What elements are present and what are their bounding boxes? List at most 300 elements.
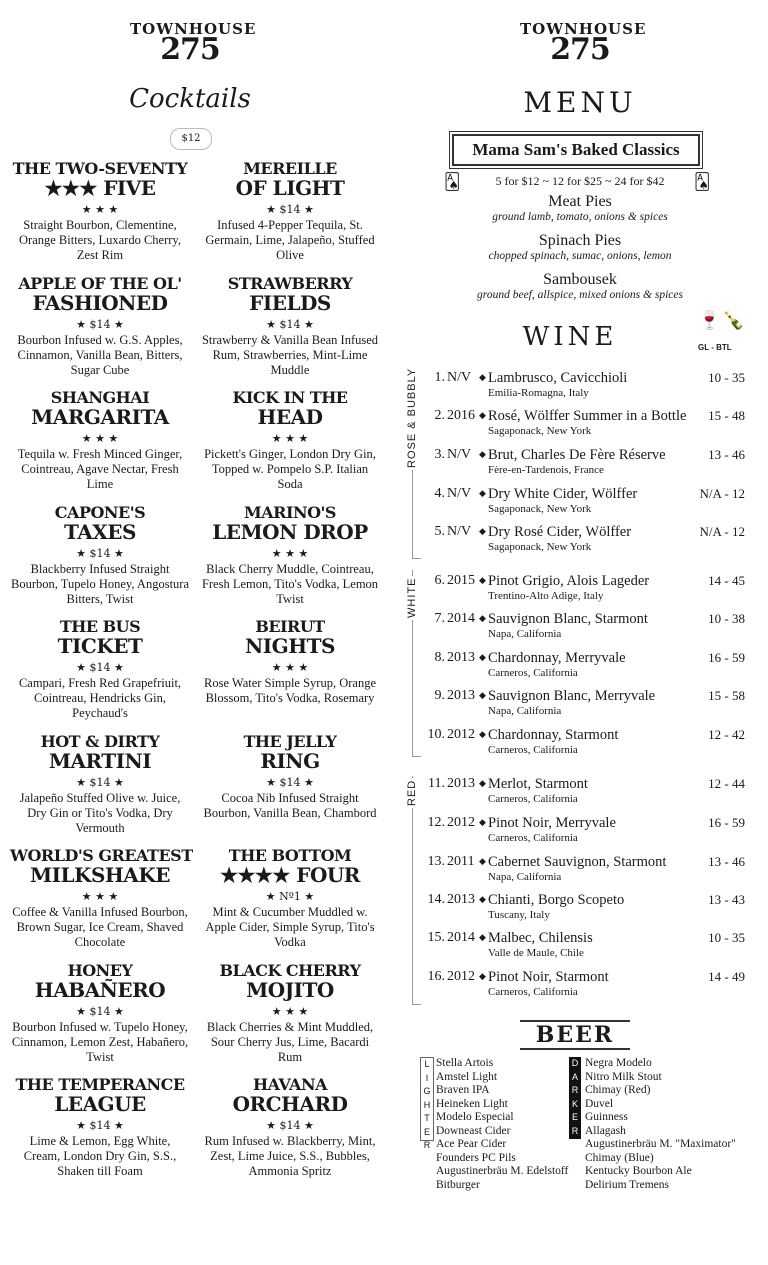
cocktail-description: Strawberry & Vanilla Bean Infused Rum, Strawberries, Mint-Lime Muddle [201,332,379,377]
wine-glass-icon: 🍷 [698,310,721,331]
wine-region: Napa, California [488,705,562,717]
wine-price: 10 - 38 [708,611,745,626]
cocktail-title: KICK IN THE [232,388,348,407]
wine-year: 2014 [447,930,475,945]
cocktail-price [200,203,380,216]
cocktail-item [200,733,380,821]
beer-item: Founders PC Pils [436,1151,516,1164]
bullet-icon: ◆ [479,691,486,701]
wine-name: Cabernet Sauvignon, Starmont [488,854,667,870]
baked-item-name: Spinach Pies [538,232,622,249]
logo-name: TOWNHOUSE [520,20,647,38]
bullet-icon: ◆ [479,450,486,460]
bullet-icon: ◆ [479,489,486,499]
cocktail-title: THE TWO-SEVENTY [12,159,188,178]
wine-row [425,776,745,812]
cocktail-title: ★★★★ FOUR [220,863,360,887]
wine-region: Emilia-Romagna, Italy [488,387,589,399]
bullet-icon: ◆ [479,373,486,383]
bullet-icon: ◆ [479,779,486,789]
darker-tag [569,1057,581,1139]
cocktail-price [10,661,190,674]
beer-item: Downeast Cider [436,1124,511,1137]
wine-row [425,930,745,966]
beer-item: Stella Artois [436,1057,494,1069]
star-icon: ★ [294,1004,309,1018]
wine-year: 2012 [447,969,475,984]
tag-letter: G [423,1086,431,1096]
beer-item: Kentucky Bourbon Ale [585,1165,692,1177]
star-icon: ★ [76,1119,90,1132]
lighter-tag [420,1057,434,1150]
wine-name: Brut, Charles De Fère Réserve [488,447,666,463]
price-value: ★ [95,432,105,445]
cocktail-description: Coffee & Vanilla Infused Bourbon, Brown Sugar, Ice Cream, Shaved Chocolate [12,905,188,949]
star-icon: ★ [104,203,119,216]
cocktail-price [200,776,380,789]
wine-number: 5. [434,524,445,539]
wine-row [425,727,745,763]
cocktail-title: MOJITO [246,977,334,1002]
cocktail-price [200,661,380,674]
bullet-icon: ◆ [479,411,486,421]
wine-price: 16 - 59 [708,650,745,665]
wine-price: 16 - 59 [708,815,745,830]
cocktail-price [200,1119,380,1132]
base-price-badge: $12 [170,128,212,150]
price-header: GL - BTL [698,343,732,352]
lighter-beer-list [436,1057,568,1192]
tag-letter: T [424,1113,430,1123]
cocktail-description: Bourbon Infused w. G.S. Apples, Cinnamon, Vanilla Bean, Bitters, Sugar Cube [17,332,183,377]
playing-cards-icon: 🂡 [694,172,711,191]
price-value: ★ [95,890,105,903]
wine-number: 7. [434,611,445,626]
cocktail-description: Rose Water Simple Syrup, Orange Blossom, Tito's Vodka, Rosemary [204,676,376,705]
beer-item: Chimay (Red) [585,1084,651,1096]
wine-row [425,408,745,444]
wine-name: Pinot Noir, Merryvale [488,815,616,831]
cocktail-price [10,1119,190,1132]
beer-item: Delirium Tremens [585,1178,670,1191]
star-icon: ★ [265,890,280,903]
star-icon: ★ [110,661,124,674]
cocktail-item [10,504,190,607]
beer-item: Augustinerbräu M. "Maximator" [585,1138,736,1150]
cocktail-price [200,1005,380,1018]
tag-letter: A [571,1071,578,1082]
wine-region: Carneros, California [488,986,578,998]
cocktail-description: Black Cherries & Mint Muddled, Sour Cherry Jus, Lime, Bacardi Rum [206,1019,374,1064]
wine-region: Valle de Maule, Chile [488,947,584,959]
cocktail-item [10,618,190,721]
wine-year: 2015 [447,573,475,588]
cocktail-item [10,389,190,492]
cocktail-title: THE BUS [59,617,141,636]
wine-number: 9. [434,688,445,703]
price-value: $14 [279,317,301,331]
cocktail-title: MILKSHAKE [30,863,170,887]
cocktail-description: Rum Infused w. Blackberry, Mint, Zest, Lime Juice, S.S., Bubbles, Ammonia Spritz [204,1134,376,1178]
cocktail-item [200,389,380,492]
wine-region: Napa, California [488,628,562,640]
cocktail-title: BLACK CHERRY [219,960,361,980]
cocktail-title: TAXES [63,519,136,544]
cocktail-title: TICKET [57,634,143,658]
cocktail-price [200,547,380,560]
wine-price: 10 - 35 [708,930,745,945]
beer-heading: BEER [520,1020,630,1050]
logo-name: TOWNHOUSE [130,20,257,38]
wine-price: N/A - 12 [699,524,745,539]
cocktail-title: MEREILLE [243,159,337,178]
cocktail-title: ORCHARD [232,1092,348,1116]
cocktail-item [200,160,380,263]
wine-number: 16. [427,969,445,984]
wine-region: Carneros, California [488,793,578,805]
wine-region: Napa, California [488,871,562,883]
cocktail-title: THE BOTTOM [228,846,352,865]
wine-name: Merlot, Starmont [488,776,588,792]
cocktail-item [200,504,380,607]
section-bracket [412,776,421,1005]
wine-row [425,573,745,609]
logo-number: 275 [550,32,610,67]
cocktail-title: THE JELLY [243,731,337,751]
wine-row [425,892,745,928]
cocktail-title: HONEY [67,960,133,980]
tag-letter: I [425,1072,429,1083]
cocktail-item [10,1076,190,1179]
cocktail-item [10,962,190,1065]
cocktail-title: MARTINI [48,748,152,773]
beer-item: Allagash [585,1124,626,1137]
wine-region: Carneros, California [488,832,578,844]
wine-price: 15 - 58 [708,688,745,703]
price-value: ★ [285,1004,295,1018]
cocktail-title: CAPONE'S [54,502,146,522]
cocktail-item [200,847,380,950]
tag-letter: H [423,1099,431,1110]
star-icon: ★ [300,775,314,789]
tag-letter: R [423,1140,431,1150]
beer-item: Ace Pear Cider [436,1138,507,1150]
cocktail-price [200,432,380,445]
wine-year: 2011 [447,854,475,869]
wine-number: 14. [427,892,445,907]
star-icon: ★ [81,432,96,445]
wine-region: Tuscany, Italy [488,909,550,921]
baked-pricing: 5 for $12 ~ 12 for $25 ~ 24 for $42 [495,174,665,188]
cocktail-title: LEMON DROP [212,519,368,544]
star-icon: ★ [76,1004,90,1018]
wine-price: 12 - 44 [708,776,745,791]
playing-cards-icon: 🂡 [444,172,461,191]
wine-price: N/A - 12 [699,486,745,501]
baked-item-description: ground lamb, tomato, onions & spices [492,211,668,223]
cocktail-description: Mint & Cucumber Muddled w. Apple Cider, Simple Syrup, Tito's Vodka [205,905,375,949]
wine-row [425,969,745,1005]
wine-name: Lambrusco, Cavicchioli [488,370,628,386]
star-icon: ★ [110,546,124,560]
tag-letter: D [571,1058,579,1068]
cocktail-title: HABAÑERO [34,977,166,1002]
wine-price: 14 - 45 [708,573,745,588]
cocktail-item [10,275,190,378]
star-icon: ★ [294,432,309,445]
cocktail-title: ★★★ FIVE [44,176,156,200]
price-value: Nº1 [279,890,301,903]
cocktail-description: Infused 4-Pepper Tequila, St. Germain, Lime, Jalapeño, Stuffed Olive [205,218,375,262]
star-icon: ★ [300,317,314,331]
cocktail-item [200,275,380,378]
baked-item-name: Sambousek [543,271,617,288]
wine-row [425,370,745,406]
star-icon: ★ [266,1119,280,1132]
wine-year: 2012 [447,815,475,830]
cocktail-title: APPLE OF THE OL' [18,273,182,293]
cocktail-item [200,1076,380,1179]
bullet-icon: ◆ [479,614,486,624]
wine-name: Sauvignon Blanc, Starmont [488,611,648,627]
cocktail-description: Straight Bourbon, Clementine, Orange Bitters, Luxardo Cherry, Zest Rim [19,218,181,262]
wine-name: Dry Rosé Cider, Wölffer [488,524,632,540]
price-value: $14 [89,546,111,560]
logo-number: 275 [160,32,220,67]
wine-price: 13 - 43 [708,892,745,907]
wine-name: Sauvignon Blanc, Merryvale [488,688,656,704]
wine-region: Sagaponack, New York [488,541,592,553]
townhouse-logo-right [520,20,647,67]
star-icon: ★ [76,317,90,331]
cocktail-title: HEAD [257,405,323,429]
wine-number: 12. [427,815,445,830]
beer-item: Modelo Especial [436,1111,514,1123]
price-value: ★ [95,203,105,216]
cocktail-title: STRAWBERRY [227,273,353,293]
wine-year: 2012 [447,727,475,742]
cocktail-description: Bourbon Infused w. Tupelo Honey, Cinnamon, Lemon Zest, Habañero, Twist [11,1019,189,1064]
star-icon: ★ [81,203,96,216]
wine-price: 10 - 35 [708,370,745,385]
wine-price: 12 - 42 [708,727,745,742]
cocktail-description: Tequila w. Fresh Minced Ginger, Cointreau, Agave Nectar, Fresh Lime [17,447,183,491]
wine-number: 4. [434,486,445,501]
star-icon: ★ [300,203,314,216]
price-value: $14 [89,775,111,789]
cocktail-title: NIGHTS [245,634,335,658]
wine-row [425,854,745,890]
price-value: $14 [279,203,301,216]
star-icon: ★ [104,890,119,903]
wine-year: 2013 [447,650,475,665]
star-icon: ★ [266,317,280,331]
star-icon: ★ [294,546,309,560]
beer-item: Chimay (Blue) [585,1151,654,1164]
cocktail-title: HOT & DIRTY [40,731,160,751]
cocktail-price [10,890,190,903]
wine-year: N/V [447,370,472,385]
price-value: $14 [89,1004,111,1018]
star-icon: ★ [81,890,96,903]
wine-heading: WINE [522,322,618,352]
wine-number: 15. [427,930,445,945]
beer-item: Augustinerbräu M. Edelstoff [436,1165,569,1177]
star-icon: ★ [271,546,286,560]
tag-letter: E [571,1112,578,1122]
wine-number: 6. [434,573,445,588]
townhouse-logo-left [130,20,257,67]
wine-row [425,524,745,560]
beer-item: Negra Modelo [585,1057,652,1069]
section-label-rose: ROSE & BUBBLY [406,367,418,468]
price-value: $14 [279,1119,301,1132]
menu-heading: MENU [523,86,637,119]
wine-price: 15 - 48 [708,408,745,423]
wine-number: 2. [434,408,445,423]
wine-year: N/V [447,524,472,539]
cocktail-item [10,160,190,263]
cocktail-description: Jalapeño Stuffed Olive w. Juice, Dry Gin or Tito's Vodka, Dry Vermouth [19,790,181,835]
price-value: $14 [89,661,111,674]
cocktail-price [200,318,380,331]
bullet-icon: ◆ [479,857,486,867]
wine-price: 13 - 46 [708,854,745,869]
star-icon: ★ [76,661,90,674]
wine-year: N/V [447,447,472,462]
wine-name: Dry White Cider, Wölffer [488,486,638,502]
cocktails-heading: Cocktails [129,84,251,114]
wine-row [425,486,745,522]
cocktail-price [10,432,190,445]
baked-classics-title: Mama Sam's Baked Classics [452,134,700,166]
baked-item-description: chopped spinach, sumac, onions, lemon [488,250,672,262]
cocktail-title: WORLD'S GREATEST [10,846,193,865]
wine-number: 11. [428,776,445,791]
wine-bottle-icon: 🍾 [722,310,745,331]
wine-year: 2013 [447,688,475,703]
cocktail-price [10,776,190,789]
beer-item: Amstel Light [436,1070,498,1083]
wine-row [425,650,745,686]
star-icon: ★ [110,317,124,331]
wine-year: 2014 [447,611,475,626]
tag-letter: K [571,1098,578,1109]
star-icon: ★ [110,775,124,789]
wine-number: 10. [427,727,445,742]
tag-letter: L [424,1059,430,1069]
wine-name: Malbec, Chilensis [488,930,593,946]
star-icon: ★ [294,661,309,674]
section-label-red: RED [406,779,418,806]
cocktail-title: FASHIONED [32,290,168,315]
cocktail-title: BEIRUT [255,617,325,636]
wine-name: Chardonnay, Merryvale [488,650,626,666]
cocktail-title: THE TEMPERANCE [15,1075,185,1094]
cocktail-title: RING [260,748,320,773]
cocktail-item [200,618,380,706]
wine-year: N/V [447,486,472,501]
price-value: $14 [89,317,111,331]
wine-row [425,815,745,851]
baked-item-name: Meat Pies [548,193,612,210]
bullet-icon: ◆ [479,972,486,982]
price-value: ★ [285,546,295,560]
beer-item: Braven IPA [436,1084,490,1096]
beer-item: Duvel [585,1097,614,1110]
cocktail-title: OF LIGHT [235,176,345,200]
price-value: $14 [89,1119,111,1132]
tag-letter: R [571,1125,579,1136]
star-icon: ★ [271,661,286,674]
star-icon: ★ [300,1119,314,1132]
price-value: ★ [285,661,295,674]
cocktail-price [10,203,190,216]
wine-region: Trentino-Alto Adige, Italy [488,590,604,602]
price-value: $14 [279,775,301,789]
cocktail-title: HAVANA [253,1075,327,1094]
wine-number: 13. [427,854,445,869]
darker-beer-list [585,1057,736,1192]
wine-region: Fère-en-Tardenois, France [488,464,604,476]
star-icon: ★ [266,775,280,789]
star-icon: ★ [76,775,90,789]
bullet-icon: ◆ [479,653,486,663]
section-label-white: WHITE [406,577,418,618]
star-icon: ★ [300,890,315,903]
bullet-icon: ◆ [479,895,486,905]
cocktail-title: MARINO'S [244,502,336,522]
wine-year: 2013 [447,892,475,907]
cocktail-item [200,962,380,1065]
star-icon: ★ [271,1004,286,1018]
tag-letter: E [423,1126,430,1137]
cocktail-description: Blackberry Infused Straight Bourbon, Tupelo Honey, Angostura Bitters, Twist [10,561,189,606]
cocktail-title: SHANGHAI [50,388,150,407]
cocktail-item [10,846,193,950]
price-value: ★ [285,432,295,445]
cocktail-price [10,547,190,560]
star-icon: ★ [110,1119,124,1132]
wine-row [425,447,745,483]
beer-item: Nitro Milk Stout [585,1070,662,1083]
wine-name: Chardonnay, Starmont [488,727,619,743]
cocktail-title: FIELDS [249,290,331,315]
cocktail-description: Cocoa Nib Infused Straight Bourbon, Vanilla Bean, Chambord [203,790,377,820]
wine-number: 1. [434,370,445,385]
wine-number: 8. [434,650,445,665]
bullet-icon: ◆ [479,576,486,586]
wine-region: Sagaponack, New York [488,425,592,437]
wine-region: Sagaponack, New York [488,503,592,515]
star-icon: ★ [271,432,286,445]
bullet-icon: ◆ [479,933,486,943]
wine-name: Pinot Grigio, Alois Lageder [488,573,650,589]
wine-row [425,611,745,647]
wine-region: Carneros, California [488,744,578,756]
wine-name: Chianti, Borgo Scopeto [488,892,625,908]
cocktail-title: LEAGUE [54,1092,146,1116]
wine-price: 13 - 46 [708,447,745,462]
bullet-icon: ◆ [479,730,486,740]
baked-item-description: ground beef, allspice, mixed onions & spices [477,289,683,301]
cocktail-description: Black Cherry Muddle, Cointreau, Fresh Lemon, Tito's Vodka, Lemon Twist [201,561,379,606]
wine-year: 2016 [447,408,475,423]
star-icon: ★ [266,203,280,216]
star-icon: ★ [104,432,119,445]
wine-year: 2013 [447,776,475,791]
star-icon: ★ [76,546,90,560]
